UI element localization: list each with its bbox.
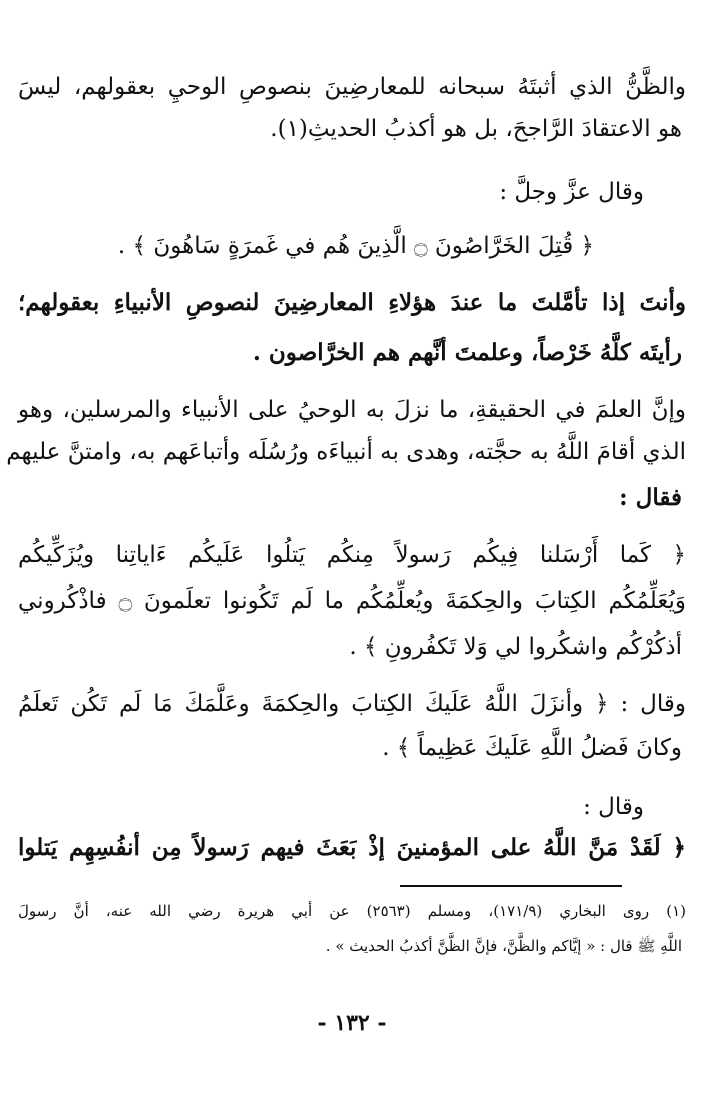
- quran-verse-2-line-3: أذكُرْكُم واشكُروا لي وَلا تَكفُرونِ ﴾ .: [349, 634, 682, 660]
- text-line-1: والظَّنُّ الذي أثبتَهُ سبحانه للمعارضِينَ بنصوصِ الوحيِ بعقولهم، ليسَ: [18, 74, 686, 100]
- page-number: - ١٣٢ -: [317, 1010, 387, 1036]
- quran-verse-3-line-1: وقال : ﴿ وأنزَلَ اللَّهُ عَلَيكَ الكِتابَ والحِكمَةَ وعَلَّمَكَ مَا لَم تَكُن تَعلَمُ: [18, 691, 686, 717]
- quran-verse-2-line-2: وَيُعَلِّمُكُم الكِتابَ والحِكمَةَ ويُعلِّمُكُم ما لَم تَكُونوا تعلَمونَ ۝ فاذْكُروني: [18, 588, 687, 614]
- text-line-5: الذي أقامَ اللَّهُ به حجَّته، وهدى به أنبياءَه ورُسُلَه وأتباعَهم به، وامتنَّ عليهم: [6, 439, 686, 465]
- quran-verse-4-line-1: ﴿ لَقَدْ مَنَّ اللَّهُ على المؤمنينَ إذْ بَعَثَ فيهم رَسولاً مِن أنفُسِهِم يَتلوا: [18, 834, 686, 861]
- text-line-6: فقال :: [619, 484, 682, 511]
- quran-verse-3-line-2: وكانَ فَضلُ اللَّهِ عَلَيكَ عَظِيماً ﴾ .: [382, 735, 682, 761]
- footnote-line-2: اللَّهِ ﷺ قال : « إيَّاكم والظَّنَّ، فإنَّ الظَّنَّ أكذبُ الحديث » .: [325, 937, 682, 955]
- footnote-line-1: (١) روى البخاري (١٧١/٩)، ومسلم (٢٥٦٣) عن أبي هريرة رضي الله عنه، أنَّ رسولَ: [18, 902, 686, 920]
- bold-line-2: رأيتَه كلَّهُ خَرْصاً، وعلمتَ أنَّهم هم الخرَّاصون .: [252, 339, 682, 366]
- text-line-4: وإنَّ العلمَ في الحقيقةِ، ما نزلَ به الوحيُ على الأنبياء والمرسلين، وهو: [18, 397, 686, 423]
- bold-line-1: وأنتَ إذا تأمَّلتَ ما عندَ هؤلاءِ المعارضِينَ لنصوصِ الأنبياءِ بعقولهم؛: [18, 289, 686, 316]
- text-line-2: هو الاعتقادَ الرَّاجحَ، بل هو أكذبُ الحديثِ(١).: [270, 116, 682, 142]
- text-line-7: وقال :: [583, 794, 644, 820]
- quran-verse-2-line-1: ﴿ كَما أَرْسَلنا فِيكُم رَسولاً مِنكُم يَتلُوا عَلَيكُم ءَاياتِنا ويُزَكِّيكُم: [18, 542, 686, 568]
- text-line-3: وقال عزَّ وجلَّ :: [499, 179, 644, 205]
- footnote-divider: [400, 885, 622, 887]
- quran-verse-1: ﴿ قُتِلَ الخَرَّاصُونَ ۝ الَّذِينَ هُم في غَمرَةٍ سَاهُونَ ﴾ .: [117, 233, 594, 259]
